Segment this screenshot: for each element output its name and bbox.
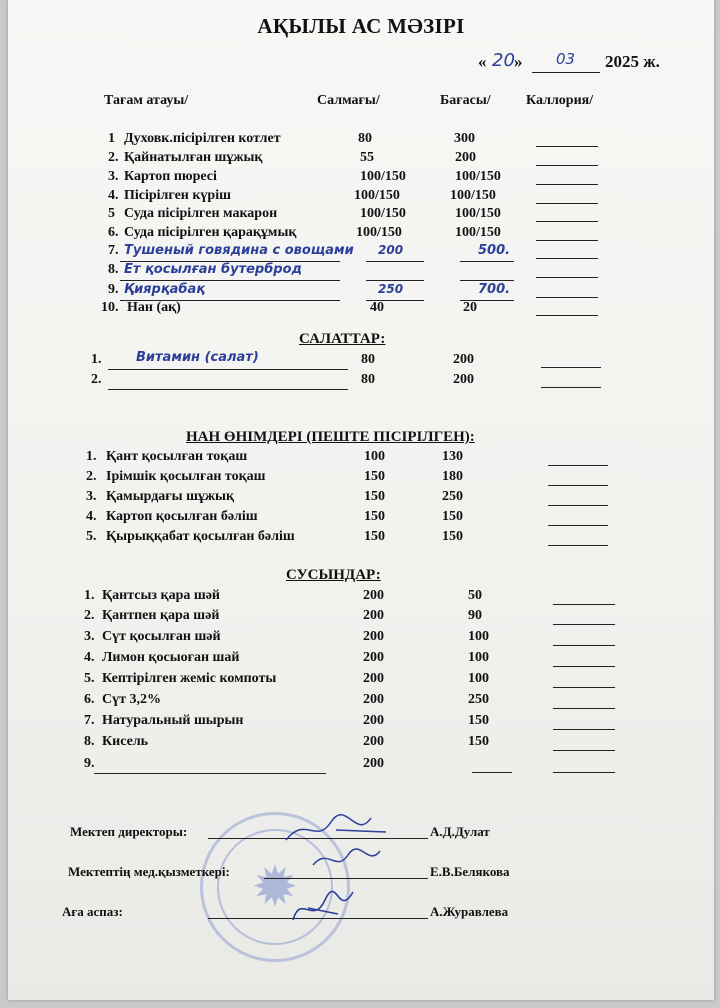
salad-name: Витамин (салат) bbox=[136, 350, 259, 365]
item-number: 8. bbox=[108, 262, 119, 277]
drink-name: Сүт қосылған шәй bbox=[102, 629, 221, 644]
item-name: Суда пісірілген қарақұмық bbox=[124, 225, 297, 240]
salad-weight: 80 bbox=[361, 352, 375, 367]
bakery-name: Ірімшік қосылған тоқаш bbox=[106, 469, 266, 484]
date-day: 20 bbox=[492, 50, 515, 71]
item-name: Суда пісірілген макарон bbox=[124, 206, 278, 221]
drink-weight: 200 bbox=[363, 713, 384, 728]
item-price: 100/150 bbox=[455, 206, 501, 221]
item-price: 500. bbox=[478, 243, 511, 258]
item-price: 100/150 bbox=[450, 188, 496, 203]
price-line bbox=[460, 261, 514, 262]
calorie-field bbox=[548, 505, 608, 506]
drink-name-line bbox=[94, 773, 326, 774]
drink-number: 9. bbox=[84, 756, 95, 771]
date-open-quote: « bbox=[478, 52, 487, 71]
bakery-number: 2. bbox=[86, 469, 97, 484]
calorie-field bbox=[536, 221, 598, 222]
salad-name-line bbox=[108, 389, 348, 390]
drink-price: 50 bbox=[468, 588, 482, 603]
drinks-title: СУСЫНДАР: bbox=[286, 567, 381, 583]
date-month: 03 bbox=[556, 50, 576, 68]
item-price: 100/150 bbox=[455, 225, 501, 240]
drink-number: 2. bbox=[84, 608, 95, 623]
calorie-field bbox=[548, 545, 608, 546]
salad-price: 200 bbox=[453, 352, 474, 367]
item-name: Қайнатылған шұжық bbox=[124, 150, 263, 165]
calorie-field bbox=[548, 485, 608, 486]
weight-line bbox=[366, 261, 424, 262]
medic-signature bbox=[308, 845, 388, 875]
item-price: 200 bbox=[455, 150, 476, 165]
drink-price: 100 bbox=[468, 629, 489, 644]
calorie-field bbox=[536, 277, 598, 278]
director-signature bbox=[276, 810, 396, 850]
salad-name-line bbox=[108, 369, 348, 370]
calorie-field bbox=[548, 465, 608, 466]
drink-weight: 200 bbox=[363, 671, 384, 686]
calorie-field bbox=[536, 203, 598, 204]
calorie-field bbox=[553, 750, 615, 751]
item-number: 3. bbox=[108, 169, 119, 184]
item-name: Картоп пюресі bbox=[124, 169, 217, 184]
item-name: Ет қосылған бутерброд bbox=[124, 262, 303, 277]
drink-weight: 200 bbox=[363, 650, 384, 665]
page-title: АҚЫЛЫ АС МӘЗІРІ bbox=[257, 14, 465, 38]
item-number: 7. bbox=[108, 243, 119, 258]
drink-weight: 200 bbox=[363, 608, 384, 623]
drink-number: 5. bbox=[84, 671, 95, 686]
item-weight: 40 bbox=[370, 300, 384, 315]
bakery-number: 5. bbox=[86, 529, 97, 544]
bakery-title: НАН ӨНІМДЕРІ (ПЕШТЕ ПІСІРІЛГЕН): bbox=[186, 429, 475, 445]
drink-name: Натуральный шырын bbox=[102, 713, 244, 728]
drink-number: 1. bbox=[84, 588, 95, 603]
signature-role: Мектеп директоры: bbox=[70, 824, 188, 839]
item-name: Духовк.пісірілген котлет bbox=[124, 131, 281, 146]
item-name: Қиярқабақ bbox=[124, 282, 206, 297]
menu-sheet bbox=[8, 0, 714, 1000]
salad-weight: 80 bbox=[361, 372, 375, 387]
signature-line bbox=[264, 878, 428, 879]
price-line bbox=[460, 280, 514, 281]
drink-price: 100 bbox=[468, 671, 489, 686]
calorie-field bbox=[548, 525, 608, 526]
calorie-field bbox=[536, 315, 598, 316]
drink-weight: 200 bbox=[363, 629, 384, 644]
drink-name: Лимон қосыоған шай bbox=[102, 650, 240, 665]
item-number: 10. bbox=[101, 300, 119, 315]
salad-price: 200 bbox=[453, 372, 474, 387]
calorie-field bbox=[541, 367, 601, 368]
item-weight: 100/150 bbox=[360, 169, 406, 184]
drink-price: 150 bbox=[468, 713, 489, 728]
bakery-name: Қант қосылған тоқаш bbox=[106, 449, 248, 464]
bakery-number: 1. bbox=[86, 449, 97, 464]
calorie-field bbox=[553, 604, 615, 605]
drink-number: 3. bbox=[84, 629, 95, 644]
drink-price: 100 bbox=[468, 650, 489, 665]
calorie-field bbox=[536, 240, 598, 241]
salad-number: 1. bbox=[91, 352, 102, 367]
calorie-field bbox=[541, 387, 601, 388]
drink-name: Кептірілген жеміс компоты bbox=[102, 671, 277, 686]
bakery-weight: 150 bbox=[364, 489, 385, 504]
item-number: 5 bbox=[108, 206, 115, 221]
salads-title: САЛАТТАР: bbox=[299, 331, 386, 347]
calorie-field bbox=[553, 645, 615, 646]
drink-price: 90 bbox=[468, 608, 482, 623]
drink-name: Қантсыз қара шәй bbox=[102, 588, 220, 603]
signature-role: Аға аспаз: bbox=[62, 904, 123, 919]
item-weight: 200 bbox=[378, 243, 404, 257]
drink-number: 6. bbox=[84, 692, 95, 707]
calorie-field bbox=[553, 687, 615, 688]
bakery-price: 130 bbox=[442, 449, 463, 464]
calorie-field bbox=[553, 729, 615, 730]
header-weight: Салмағы/ bbox=[317, 93, 380, 108]
calorie-field bbox=[553, 624, 615, 625]
item-price: 700. bbox=[478, 282, 511, 297]
weight-line bbox=[366, 280, 424, 281]
item-number: 2. bbox=[108, 150, 119, 165]
drink-name: Кисель bbox=[102, 734, 149, 749]
date-month-line bbox=[532, 72, 600, 73]
calorie-field bbox=[536, 146, 598, 147]
signature-name: Е.В.Белякова bbox=[430, 864, 510, 879]
calorie-field bbox=[536, 184, 598, 185]
item-number: 4. bbox=[108, 188, 119, 203]
drink-price: 150 bbox=[468, 734, 489, 749]
bakery-number: 4. bbox=[86, 509, 97, 524]
bakery-price: 180 bbox=[442, 469, 463, 484]
bakery-weight: 150 bbox=[364, 509, 385, 524]
drink-weight: 200 bbox=[363, 734, 384, 749]
bakery-weight: 150 bbox=[364, 529, 385, 544]
chef-signature bbox=[283, 888, 363, 928]
calorie-field bbox=[553, 708, 615, 709]
header-calorie: Каллория/ bbox=[526, 93, 594, 108]
bakery-weight: 100 bbox=[364, 449, 385, 464]
drink-number: 8. bbox=[84, 734, 95, 749]
drink-price: 250 bbox=[468, 692, 489, 707]
emblem-icon: ✹ bbox=[251, 855, 299, 920]
calorie-field bbox=[553, 772, 615, 773]
bakery-price: 150 bbox=[442, 529, 463, 544]
signature-role: Мектептің мед.қызметкері: bbox=[68, 864, 230, 879]
date-close-quote: » bbox=[514, 52, 523, 71]
drink-number: 4. bbox=[84, 650, 95, 665]
item-weight: 100/150 bbox=[360, 206, 406, 221]
drink-name: Сүт 3,2% bbox=[102, 692, 161, 707]
item-price: 20 bbox=[463, 300, 477, 315]
item-weight: 100/150 bbox=[354, 188, 400, 203]
bakery-name: Қамырдағы шұжық bbox=[106, 489, 235, 504]
item-name: Нан (ақ) bbox=[127, 300, 181, 315]
signature-name: А.Журавлева bbox=[430, 904, 509, 919]
calorie-field bbox=[553, 666, 615, 667]
drink-weight: 200 bbox=[363, 692, 384, 707]
signature-name: А.Д.Дулат bbox=[430, 824, 490, 839]
drink-weight: 200 bbox=[363, 756, 384, 771]
bakery-price: 150 bbox=[442, 509, 463, 524]
item-name: Тушеный говядина с овощами bbox=[124, 243, 354, 258]
item-weight: 250 bbox=[378, 282, 404, 296]
calorie-field bbox=[536, 165, 598, 166]
header-name: Тағам атауы/ bbox=[104, 93, 189, 108]
price-line bbox=[472, 772, 512, 773]
item-number: 1 bbox=[108, 131, 115, 146]
calorie-field bbox=[536, 258, 598, 259]
bakery-weight: 150 bbox=[364, 469, 385, 484]
name-line bbox=[120, 280, 340, 281]
bakery-price: 250 bbox=[442, 489, 463, 504]
item-price: 300 bbox=[454, 131, 475, 146]
salad-number: 2. bbox=[91, 372, 102, 387]
item-name: Пісірілген күріш bbox=[124, 188, 231, 203]
drink-weight: 200 bbox=[363, 588, 384, 603]
item-weight: 100/150 bbox=[356, 225, 402, 240]
item-weight: 55 bbox=[360, 150, 374, 165]
bakery-name: Қырыққабат қосылған бәліш bbox=[106, 529, 295, 544]
bakery-name: Картоп қосылған бәліш bbox=[106, 509, 258, 524]
drink-number: 7. bbox=[84, 713, 95, 728]
calorie-field bbox=[536, 297, 598, 298]
drink-name: Қантпен қара шәй bbox=[102, 608, 220, 623]
item-number: 6. bbox=[108, 225, 119, 240]
header-price: Бағасы/ bbox=[440, 93, 491, 108]
item-number: 9. bbox=[108, 282, 119, 297]
item-weight: 80 bbox=[358, 131, 372, 146]
bakery-number: 3. bbox=[86, 489, 97, 504]
date-year: 2025 ж. bbox=[605, 52, 660, 71]
item-price: 100/150 bbox=[455, 169, 501, 184]
